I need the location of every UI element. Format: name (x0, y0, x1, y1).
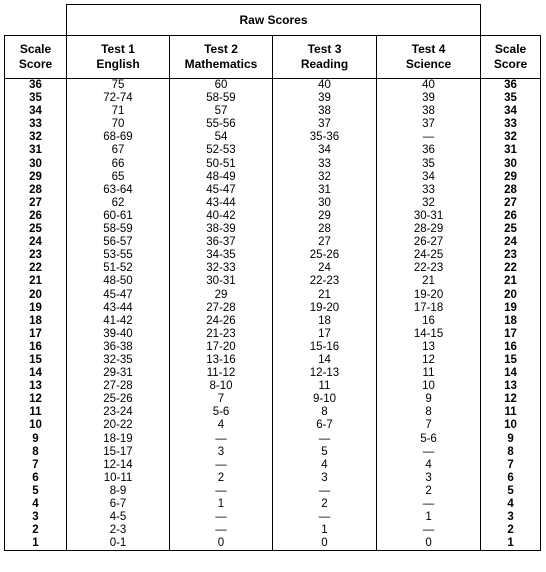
scale-score-right-cell: 5 (481, 485, 541, 498)
science-raw-cell: 5-6 (420, 432, 437, 445)
scale-score-left-line2: Score (18, 57, 53, 71)
math-raw-cell: 5-6 (170, 406, 273, 419)
science-raw-cell: 34 (422, 170, 435, 183)
science-raw-cell: — (422, 131, 435, 144)
science-raw-cell: 19-20 (413, 288, 444, 301)
science-raw-cell: 36 (422, 144, 435, 157)
reading-raw-cell: 17 (273, 328, 377, 341)
math-raw-cell: 36-37 (170, 236, 273, 249)
math-raw-cell: — (170, 459, 273, 472)
scale-score-left-cell: 18 (5, 315, 67, 328)
table-row (5, 118, 541, 131)
english-raw-cell: 48-50 (67, 275, 170, 288)
english-raw-cell: 68-69 (67, 131, 170, 144)
table-row (5, 144, 541, 157)
scale-score-left-cell: 19 (5, 302, 67, 315)
table-row (5, 380, 541, 393)
math-raw-cell: 1 (170, 498, 273, 511)
scale-score-left-cell: 26 (5, 210, 67, 223)
table-row (5, 419, 541, 432)
test3-subject: Reading (300, 57, 349, 71)
table-row (5, 485, 541, 498)
scale-score-left-cell: 7 (5, 459, 67, 472)
reading-raw-cell: 37 (273, 118, 377, 131)
scale-score-left-cell: 21 (5, 275, 67, 288)
science-raw-cell: 40 (422, 79, 435, 91)
scale-score-right-cell: 3 (481, 511, 541, 524)
scale-score-right-cell: 13 (481, 380, 541, 393)
test2-subject: Mathematics (184, 57, 258, 71)
reading-raw-cell: 33 (273, 158, 377, 171)
scale-score-left-cell: 28 (5, 184, 67, 197)
scale-score-left-cell: 24 (5, 236, 67, 249)
scale-score-right-cell: 27 (481, 197, 541, 210)
table-row (5, 472, 541, 485)
english-raw-cell: 62 (67, 197, 170, 210)
table-row (5, 315, 541, 328)
math-raw-cell: — (170, 433, 273, 446)
test4-subject: Science (405, 57, 452, 71)
math-raw-cell: 2 (170, 472, 273, 485)
math-raw-cell: 29 (170, 289, 273, 302)
scale-score-right-cell: 16 (481, 341, 541, 354)
scale-score-left-cell: 2 (5, 524, 67, 537)
table-row (5, 210, 541, 223)
math-raw-cell: 43-44 (170, 197, 273, 210)
science-raw-cell: 0 (377, 537, 481, 551)
scale-score-left-cell: 13 (5, 380, 67, 393)
english-raw-cell: 53-55 (67, 249, 170, 262)
math-raw-cell: 13-16 (170, 354, 273, 367)
table-row (5, 197, 541, 210)
scale-score-right-cell: 35 (481, 92, 541, 105)
scale-score-right-cell: 32 (481, 131, 541, 144)
table-row (5, 184, 541, 197)
table-row (5, 446, 541, 459)
reading-raw-cell: 29 (273, 210, 377, 223)
math-raw-cell: 4 (170, 419, 273, 432)
test3-name: Test 3 (307, 42, 342, 56)
english-raw-cell: 25-26 (67, 393, 170, 406)
reading-raw-cell: 2 (273, 498, 377, 511)
reading-raw-cell: 38 (273, 105, 377, 118)
math-raw-cell: 54 (170, 131, 273, 144)
scale-score-right-cell: 25 (481, 223, 541, 236)
table-row (5, 328, 541, 341)
science-raw-cell: 28-29 (413, 223, 444, 236)
math-raw-cell: 7 (170, 393, 273, 406)
scale-score-right-cell: 33 (481, 118, 541, 131)
scale-score-left-cell: 3 (5, 511, 67, 524)
scale-score-right-cell: 6 (481, 472, 541, 485)
reading-raw-cell: 22-23 (273, 275, 377, 288)
math-raw-cell: 27-28 (170, 302, 273, 315)
table-row (5, 289, 541, 302)
math-raw-cell: 3 (170, 446, 273, 459)
scale-score-left-cell: 29 (5, 171, 67, 184)
english-raw-cell: 0-1 (67, 537, 170, 551)
scale-score-left-cell: 1 (5, 537, 67, 551)
scale-score-right-cell: 34 (481, 105, 541, 118)
scale-score-left-cell: 32 (5, 131, 67, 144)
science-raw-cell: 4 (425, 458, 432, 471)
scale-score-right-cell: 19 (481, 302, 541, 315)
english-raw-cell: 41-42 (67, 315, 170, 328)
table-row (5, 367, 541, 380)
science-raw-cell: 32 (422, 196, 435, 209)
reading-raw-cell: 0 (273, 537, 377, 551)
math-raw-cell: 38-39 (170, 223, 273, 236)
science-raw-cell: 37 (422, 118, 435, 131)
table-row (5, 341, 541, 354)
scale-score-right-cell: 9 (481, 433, 541, 446)
table-row (5, 249, 541, 262)
reading-raw-cell: — (273, 511, 377, 524)
table-row (5, 537, 541, 551)
english-raw-cell: 63-64 (67, 184, 170, 197)
english-raw-cell: 39-40 (67, 328, 170, 341)
english-raw-cell: 23-24 (67, 406, 170, 419)
math-raw-cell: 40-42 (170, 210, 273, 223)
table-row (5, 223, 541, 236)
english-raw-cell: 75 (67, 79, 170, 93)
reading-raw-cell: 14 (273, 354, 377, 367)
science-raw-cell: 13 (422, 340, 435, 353)
english-raw-cell: 29-31 (67, 367, 170, 380)
test1-name: Test 1 (101, 42, 135, 56)
science-raw-cell: 2 (425, 484, 432, 497)
scale-score-right-cell: 28 (481, 184, 541, 197)
scale-score-right-cell: 10 (481, 419, 541, 432)
science-raw-cell: 26-27 (413, 236, 444, 249)
math-raw-cell: — (170, 485, 273, 498)
scale-score-left-line1: Scale (19, 42, 52, 56)
scale-score-right-cell: 11 (481, 406, 541, 419)
scale-score-right-cell: 30 (481, 158, 541, 171)
table-row (5, 302, 541, 315)
reading-raw-cell: 24 (273, 262, 377, 275)
reading-raw-cell: 40 (273, 79, 377, 93)
reading-raw-cell: — (273, 433, 377, 446)
math-raw-cell: 8-10 (170, 380, 273, 393)
math-raw-cell: — (170, 511, 273, 524)
table-row (5, 459, 541, 472)
math-raw-cell: 21-23 (170, 328, 273, 341)
english-raw-cell: 6-7 (67, 498, 170, 511)
english-raw-cell: 71 (67, 105, 170, 118)
english-raw-cell: 36-38 (67, 341, 170, 354)
test2-name: Test 2 (204, 42, 238, 56)
math-raw-cell: 45-47 (170, 184, 273, 197)
scale-score-left-cell: 12 (5, 393, 67, 406)
english-raw-cell: 4-5 (67, 511, 170, 524)
english-raw-cell: 70 (67, 118, 170, 131)
english-raw-cell: 56-57 (67, 236, 170, 249)
scale-score-right-cell: 8 (481, 446, 541, 459)
test1-subject: English (96, 57, 140, 71)
scale-score-right-cell: 17 (481, 328, 541, 341)
math-raw-cell: 32-33 (170, 262, 273, 275)
reading-raw-cell: 15-16 (273, 341, 377, 354)
scale-score-left-cell: 22 (5, 262, 67, 275)
science-raw-cell: 3 (425, 471, 432, 484)
science-raw-cell: 11 (422, 367, 435, 380)
reading-raw-cell: 9-10 (273, 393, 377, 406)
science-raw-cell: 7 (425, 419, 432, 432)
math-raw-cell: 30-31 (170, 275, 273, 288)
science-raw-cell: — (422, 524, 435, 537)
english-raw-cell: 45-47 (67, 289, 170, 302)
scale-score-header-right (481, 36, 541, 79)
test2-header (170, 36, 273, 79)
scale-score-left-cell: 11 (5, 406, 67, 419)
scale-score-left-cell: 16 (5, 341, 67, 354)
scale-score-right-line2: Score (493, 57, 528, 71)
english-raw-cell: 51-52 (67, 262, 170, 275)
math-raw-cell: 24-26 (170, 315, 273, 328)
reading-raw-cell: 35-36 (273, 131, 377, 144)
english-raw-cell: 8-9 (67, 485, 170, 498)
english-raw-cell: 18-19 (67, 433, 170, 446)
scale-score-left-cell: 4 (5, 498, 67, 511)
scale-score-left-cell: 23 (5, 249, 67, 262)
english-raw-cell: 60-61 (67, 210, 170, 223)
table-row (5, 79, 541, 93)
raw-scores-header: Raw Scores (67, 5, 481, 36)
math-raw-cell: 34-35 (170, 249, 273, 262)
table-row (5, 511, 541, 524)
scale-score-left-cell: 31 (5, 144, 67, 157)
reading-raw-cell: 12-13 (273, 367, 377, 380)
reading-raw-cell: 3 (273, 472, 377, 485)
english-raw-cell: 10-11 (67, 472, 170, 485)
reading-raw-cell: 18 (273, 315, 377, 328)
scale-score-left-cell: 25 (5, 223, 67, 236)
test4-name: Test 4 (411, 42, 446, 56)
scale-score-header-left (5, 36, 67, 79)
math-raw-cell: 17-20 (170, 341, 273, 354)
science-raw-cell: 21 (422, 275, 435, 288)
scale-score-right-cell: 20 (481, 289, 541, 302)
table-row (5, 131, 541, 144)
science-raw-cell: 17-18 (413, 301, 444, 314)
science-raw-cell: — (422, 445, 435, 458)
table-row (5, 393, 541, 406)
scale-score-right-cell: 36 (481, 79, 541, 93)
english-raw-cell: 67 (67, 144, 170, 157)
reading-raw-cell: 31 (273, 184, 377, 197)
science-raw-cell: — (422, 498, 435, 510)
science-raw-cell: 12 (422, 353, 435, 366)
table-row (5, 105, 541, 118)
english-raw-cell: 15-17 (67, 446, 170, 459)
table-row (5, 92, 541, 105)
scale-score-right-cell: 14 (481, 367, 541, 380)
math-raw-cell: 58-59 (170, 92, 273, 105)
scale-score-right-cell: 4 (481, 498, 541, 511)
reading-raw-cell: 1 (273, 524, 377, 537)
science-raw-cell: 16 (422, 314, 435, 327)
score-conversion-table (4, 4, 541, 551)
table-row (5, 524, 541, 537)
table-row (5, 433, 541, 446)
english-raw-cell: 66 (67, 158, 170, 171)
reading-raw-cell: 8 (273, 406, 377, 419)
math-raw-cell: — (170, 524, 273, 537)
scale-score-right-cell: 18 (481, 315, 541, 328)
scale-score-right-cell: 26 (481, 210, 541, 223)
scale-score-left-cell: 6 (5, 472, 67, 485)
science-raw-cell: 9 (425, 393, 432, 406)
score-rows (5, 79, 541, 551)
english-raw-cell: 72-74 (67, 92, 170, 105)
science-raw-cell: 10 (422, 380, 435, 393)
math-raw-cell: 52-53 (170, 144, 273, 157)
reading-raw-cell: 4 (273, 459, 377, 472)
scale-score-left-cell: 33 (5, 118, 67, 131)
scale-score-right-cell: 29 (481, 171, 541, 184)
scale-score-left-cell: 14 (5, 367, 67, 380)
science-raw-cell: 38 (422, 105, 435, 118)
test1-header (67, 36, 170, 79)
scale-score-right-cell: 22 (481, 262, 541, 275)
scale-score-left-cell: 17 (5, 328, 67, 341)
table-row (5, 236, 541, 249)
scale-score-left-cell: 5 (5, 485, 67, 498)
scale-score-right-cell: 21 (481, 275, 541, 288)
scale-score-left-cell: 10 (5, 419, 67, 432)
scale-score-right-cell: 12 (481, 393, 541, 406)
science-raw-cell: 8 (425, 406, 432, 419)
scale-score-left-cell: 27 (5, 197, 67, 210)
scale-score-left-cell: 36 (5, 79, 67, 93)
reading-raw-cell: — (273, 485, 377, 498)
table-row (5, 275, 541, 288)
reading-raw-cell: 30 (273, 197, 377, 210)
math-raw-cell: 60 (170, 79, 273, 93)
scale-score-left-cell: 30 (5, 158, 67, 171)
math-raw-cell: 0 (170, 537, 273, 551)
table-row (5, 354, 541, 367)
reading-raw-cell: 39 (273, 92, 377, 105)
scale-score-left-cell: 20 (5, 289, 67, 302)
science-raw-cell: 24-25 (413, 249, 444, 262)
english-raw-cell: 65 (67, 171, 170, 184)
english-raw-cell: 27-28 (67, 380, 170, 393)
table-row (5, 262, 541, 275)
scale-score-right-cell: 23 (481, 249, 541, 262)
table-row (5, 171, 541, 184)
test3-header (273, 36, 377, 79)
english-raw-cell: 12-14 (67, 459, 170, 472)
english-raw-cell: 32-35 (67, 354, 170, 367)
science-raw-cell: 22-23 (413, 262, 444, 275)
scale-score-left-cell: 34 (5, 105, 67, 118)
scale-score-left-cell: 35 (5, 92, 67, 105)
reading-raw-cell: 27 (273, 236, 377, 249)
science-raw-cell: 39 (422, 92, 435, 105)
english-raw-cell: 43-44 (67, 302, 170, 315)
reading-raw-cell: 34 (273, 144, 377, 157)
english-raw-cell: 2-3 (67, 524, 170, 537)
test4-header (377, 36, 481, 79)
table-row (5, 498, 541, 511)
math-raw-cell: 50-51 (170, 158, 273, 171)
reading-raw-cell: 28 (273, 223, 377, 236)
scale-score-left-cell: 9 (5, 433, 67, 446)
scale-score-right-line1: Scale (494, 42, 527, 56)
scale-score-right-cell: 2 (481, 524, 541, 537)
scale-score-right-cell: 7 (481, 459, 541, 472)
english-raw-cell: 20-22 (67, 419, 170, 432)
reading-raw-cell: 32 (273, 171, 377, 184)
reading-raw-cell: 5 (273, 446, 377, 459)
scale-score-right-cell: 15 (481, 354, 541, 367)
scale-score-left-cell: 15 (5, 354, 67, 367)
scale-score-right-cell: 24 (481, 236, 541, 249)
scale-score-left-cell: 8 (5, 446, 67, 459)
table-row (5, 406, 541, 419)
reading-raw-cell: 6-7 (273, 419, 377, 432)
scale-score-right-cell: 1 (481, 537, 541, 551)
reading-raw-cell: 21 (273, 289, 377, 302)
science-raw-cell: 33 (422, 183, 435, 196)
reading-raw-cell: 25-26 (273, 249, 377, 262)
table-row (5, 158, 541, 171)
math-raw-cell: 11-12 (170, 367, 273, 380)
science-raw-cell: 1 (425, 511, 432, 524)
math-raw-cell: 55-56 (170, 118, 273, 131)
math-raw-cell: 57 (170, 105, 273, 118)
reading-raw-cell: 19-20 (273, 302, 377, 315)
math-raw-cell: 48-49 (170, 171, 273, 184)
reading-raw-cell: 11 (273, 380, 377, 393)
science-raw-cell: 30-31 (413, 209, 444, 222)
score-conversion-table-wrapper (4, 4, 540, 551)
science-raw-cell: 14-15 (413, 327, 444, 340)
science-raw-cell: 35 (422, 157, 435, 170)
scale-score-right-cell: 31 (481, 144, 541, 157)
english-raw-cell: 58-59 (67, 223, 170, 236)
